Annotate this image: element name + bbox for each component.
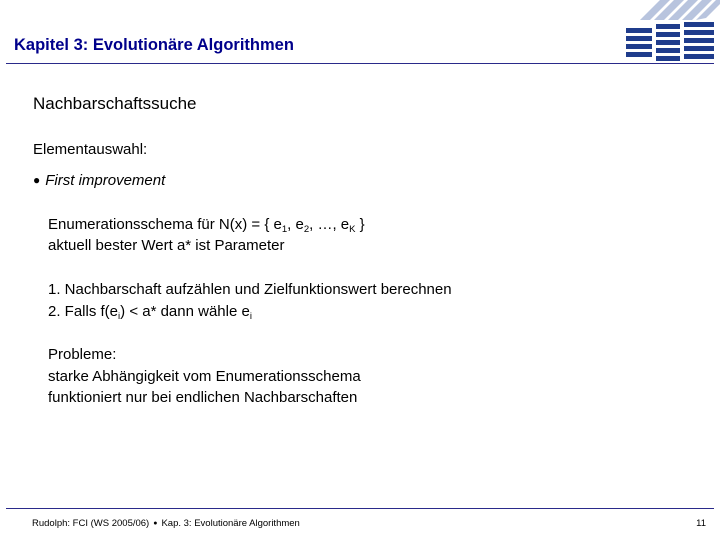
step-1: 1. Nachbarschaft aufzählen und Zielfunktionswert berechnen	[48, 281, 452, 298]
step-2	[48, 303, 252, 321]
step-2-prefix: 2. Falls f(e	[48, 303, 119, 320]
header-title: Kapitel 3: Evolutionäre Algorithmen	[14, 36, 294, 54]
header-divider	[6, 63, 714, 64]
scheme-separator-2: , …, e	[309, 216, 350, 233]
subscript-2: 2	[303, 224, 310, 235]
subscript-1: 1	[281, 224, 288, 235]
scheme-line-1	[48, 216, 365, 234]
step-2-subscript-1: i	[118, 311, 121, 322]
footer-divider	[6, 508, 714, 509]
selection-label: Elementauswahl:	[33, 141, 148, 158]
page-number: 11	[696, 518, 706, 529]
step-2-subscript-2: i	[249, 311, 252, 322]
footer-course: Rudolph: FCI (WS 2005/06)	[32, 518, 150, 529]
method-bullet-item	[33, 172, 165, 190]
scheme-separator-1: , e	[287, 216, 304, 233]
university-logo-icon	[620, 0, 720, 66]
footer-bullet-icon: ●	[153, 520, 158, 527]
step-2-middle: ) < a* dann wähle e	[120, 303, 250, 320]
footer-chapter: Kap. 3: Evolutionäre Algorithmen	[161, 518, 300, 529]
scheme-suffix: }	[355, 216, 365, 233]
method-label: First improvement	[45, 172, 166, 189]
problems-heading: Probleme:	[48, 346, 117, 363]
bullet-icon: ●	[33, 173, 41, 187]
scheme-line-2: aktuell bester Wert a* ist Parameter	[48, 237, 285, 254]
section-title: Nachbarschaftssuche	[33, 94, 197, 113]
subscript-k: K	[349, 224, 356, 235]
footer-text	[32, 518, 300, 529]
problem-1: starke Abhängigkeit vom Enumerationsschema	[48, 368, 361, 385]
scheme-text: Enumerationsschema für N(x) = { e	[48, 216, 282, 233]
problem-2: funktioniert nur bei endlichen Nachbarschaften	[48, 389, 358, 406]
